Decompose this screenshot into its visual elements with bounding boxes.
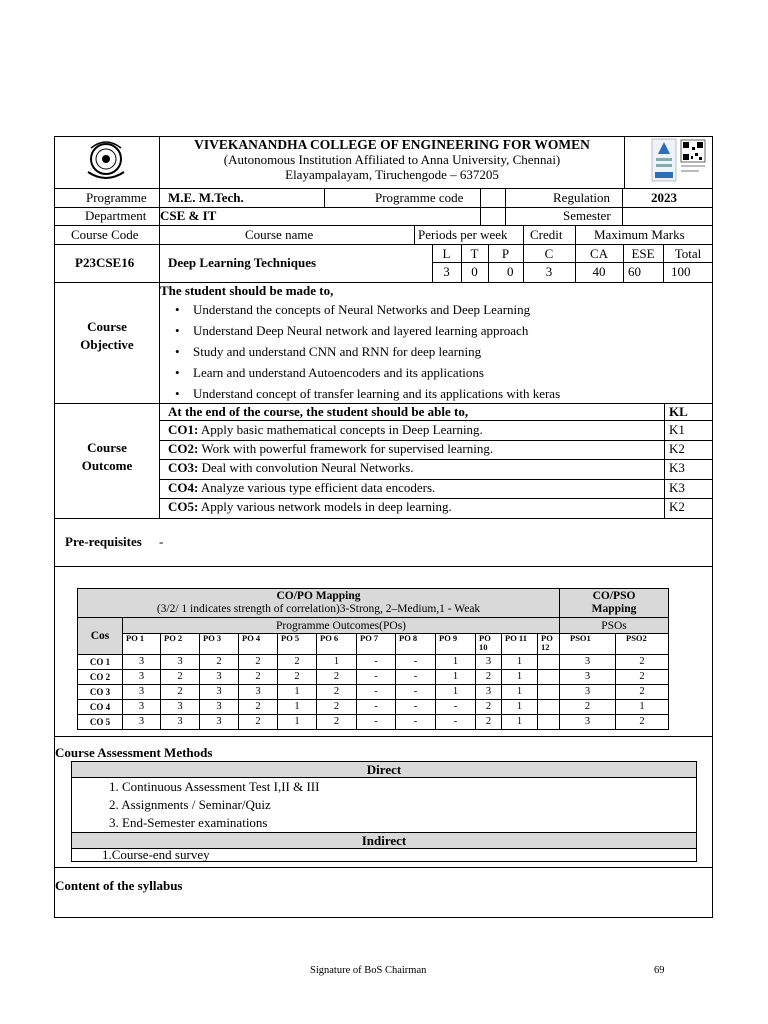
programme-value: M.E. M.Tech. [168,190,244,205]
po-header: PO 8 [396,634,436,655]
po-value: 3 [161,700,200,715]
po-value [538,715,560,730]
table-row [78,655,669,670]
pso-header: PSO1 [560,634,616,655]
po-value: 1 [278,685,317,700]
po-value: 1 [436,655,476,670]
po-value: 3 [200,715,239,730]
pso-value: 3 [560,715,616,730]
mapping-title: CO/PO Mapping [276,590,361,602]
rule [54,282,713,283]
objective-label-line2: Objective [80,337,134,352]
po-value: - [357,715,396,730]
rule [160,420,713,421]
rule [624,136,625,188]
course-code: P23CSE16 [75,255,135,270]
pso-group-header: PSOs [560,618,669,634]
po-value: 1 [502,670,538,685]
course-name-label: Course name [245,227,314,242]
po-value: 2 [476,700,502,715]
po-header: PO 4 [239,634,278,655]
po-value [538,670,560,685]
po-value: 3 [161,715,200,730]
po-value: 3 [161,655,200,670]
programme-code-label: Programme code [375,190,464,205]
po-value: - [357,685,396,700]
co-label: CO 3 [78,685,123,700]
outcome-item: CO3: Deal with convolution Neural Networks. [168,460,414,475]
regulation-value: 2023 [651,190,677,205]
co-label: CO 1 [78,655,123,670]
t-label: T [470,246,479,261]
pso-mapping-title: Mapping [591,603,637,615]
po-header: PO 2 [161,634,200,655]
rule [414,225,415,244]
po-value: 3 [200,670,239,685]
po-value: - [357,655,396,670]
department-label: Department [85,208,147,223]
po-value [538,685,560,700]
page-number: 69 [654,965,665,976]
po-value: 1 [502,715,538,730]
indirect-item: 1.Course-end survey [102,847,210,862]
department-value: CSE & IT [160,208,217,223]
rule [159,244,160,282]
rule [480,188,481,225]
pso-value: 3 [560,685,616,700]
rule [664,403,665,518]
co-po-mapping-table [77,588,669,730]
mapping-title-cell [78,589,560,618]
objective-intro: The student should be made to, [160,283,334,298]
t-value: 0 [471,264,478,279]
kl-header: KL [669,404,688,419]
po-value: 3 [123,715,161,730]
pso-value: 1 [616,700,669,715]
rule [505,188,506,225]
outcome-item: CO4: Analyze various type efficient data encoders. [168,480,436,495]
rule [432,262,713,263]
co-label: CO 4 [78,700,123,715]
college-seal-logo [82,138,130,184]
po-value: 2 [278,670,317,685]
po-header: PO 1 [123,634,161,655]
pso-value: 2 [616,655,669,670]
rule [54,207,713,208]
po-value: - [357,700,396,715]
po-value: 2 [239,670,278,685]
po-header: PO 5 [278,634,317,655]
rule [159,282,160,518]
periods-label: Periods per week [418,227,508,242]
rule [54,867,713,868]
po-value: - [357,670,396,685]
l-label: L [442,246,451,261]
outcome-item: CO1: Apply basic mathematical concepts in Deep Learning. [168,422,483,437]
c-label: C [544,246,554,261]
po-value: 2 [317,670,357,685]
outcome-item: CO5: Apply various network models in deep learning. [168,499,452,514]
c-value: 3 [545,264,553,279]
po-value: 2 [239,655,278,670]
po-value: 2 [317,700,357,715]
po-value: 3 [123,700,161,715]
outcome-label-line2: Outcome [81,458,133,473]
total-value: 100 [671,264,691,279]
po-value: 1 [278,715,317,730]
po-value: 2 [161,685,200,700]
p-value: 0 [507,264,514,279]
po-header: PO 7 [357,634,396,655]
po-header: PO 10 [476,634,502,655]
po-value: - [396,700,436,715]
rule [54,244,713,245]
certification-logo [651,138,707,184]
p-label: P [501,246,510,261]
po-value: 3 [123,655,161,670]
po-value: - [396,715,436,730]
table-row [78,700,669,715]
mapping-rows [78,655,669,730]
po-value: - [436,700,476,715]
college-affiliation: (Autonomous Institution Affiliated to Anna University, Chennai) [223,152,561,167]
objective-item: • Learn and understand Autoencoders and its applications [175,362,560,383]
po-value [538,655,560,670]
po-value: - [396,670,436,685]
pso-header: PSO2 [616,634,669,655]
total-label: Total [674,246,702,261]
rule [54,566,713,567]
programme-label: Programme [86,190,147,205]
pso-value: 2 [616,715,669,730]
course-name: Deep Learning Techniques [168,255,317,270]
po-header: PO 11 [502,634,538,655]
co-label: CO 5 [78,715,123,730]
outcome-kl: K3 [669,460,685,475]
prereq-label: Pre-requisites [65,534,142,549]
signature-label: Signature of BoS Chairman [310,965,427,976]
po-value: 3 [200,685,239,700]
pso-value: 2 [560,700,616,715]
pso-mapping-title: CO/PSO [592,590,636,602]
rule [54,225,713,226]
outcome-kl: K1 [669,422,685,437]
po-value: 2 [239,700,278,715]
ca-label: CA [589,246,609,261]
direct-item: 2. Assignments / Seminar/Quiz [109,797,271,812]
po-value: 3 [476,655,502,670]
po-group-header: Programme Outcomes(POs) [123,618,560,634]
objective-item: • Understand Deep Neural network and layered learning approach [175,320,560,341]
pso-value: 3 [560,655,616,670]
pso-mapping-title-cell [560,589,669,618]
po-value: 2 [476,715,502,730]
rule [54,736,713,737]
college-address: Elayampalayam, Tiruchengode – 637205 [285,167,499,182]
cos-header: Cos [78,618,123,655]
course-code-label: Course Code [71,227,139,242]
po-value: 1 [502,700,538,715]
outcome-kl: K2 [669,499,685,514]
outcome-kl: K2 [669,441,685,456]
pso-value: 3 [560,670,616,685]
ca-value: 40 [592,264,606,279]
po-header: PO 9 [436,634,476,655]
po-value: 1 [436,670,476,685]
table-row [78,670,669,685]
prereq-value: - [159,534,164,549]
indirect-header: Indirect [72,832,696,849]
ese-label: ESE [631,246,655,261]
po-value: 2 [317,715,357,730]
college-name: VIVEKANANDHA COLLEGE OF ENGINEERING FOR WOMEN [194,137,590,152]
outcome-item: CO2: Work with powerful framework for supervised learning. [168,441,494,456]
outcome-label-line1: Course [87,440,127,455]
pso-value: 2 [616,670,669,685]
rule [159,225,160,244]
po-value: 1 [502,685,538,700]
mapping-subtitle: (3/2/ 1 indicates strength of correlation)3-Strong, 2–Medium,1 - Weak [156,603,481,615]
rule [54,518,713,519]
po-value: 3 [123,685,161,700]
po-value: 1 [436,685,476,700]
po-value: 3 [476,685,502,700]
po-value: 2 [239,715,278,730]
pso-value: 2 [616,685,669,700]
po-value: 2 [278,655,317,670]
objective-item: • Understand the concepts of Neural Networks and Deep Learning [175,299,560,320]
l-value: 3 [443,264,450,279]
table-row [78,715,669,730]
objective-item: • Understand concept of transfer learning and its applications with keras [175,383,560,404]
rule [622,188,623,225]
objective-list [175,299,560,404]
po-value: 2 [200,655,239,670]
outcome-kl: K3 [669,480,685,495]
po-value: 1 [502,655,538,670]
po-value: 3 [239,685,278,700]
po-value [538,700,560,715]
po-value: 1 [278,700,317,715]
po-value: - [396,685,436,700]
po-value: 2 [161,670,200,685]
po-header: PO 12 [538,634,560,655]
po-value: 1 [317,655,357,670]
assessment-title: Course Assessment Methods [55,745,213,760]
direct-item: 3. End-Semester examinations [109,815,268,830]
outcome-intro: At the end of the course, the student should be able to, [168,404,469,419]
semester-label: Semester [563,208,611,223]
ese-value: 60 [628,264,641,279]
po-header: PO 3 [200,634,239,655]
syllabus-title: Content of the syllabus [55,878,183,893]
po-value: 2 [317,685,357,700]
direct-header: Direct [72,762,696,778]
po-value: 3 [123,670,161,685]
po-value: 2 [476,670,502,685]
assessment-box [71,761,697,862]
table-row [78,685,669,700]
co-label: CO 2 [78,670,123,685]
objective-item: • Study and understand CNN and RNN for deep learning [175,341,560,362]
max-marks-label: Maximum Marks [594,227,685,242]
rule [324,188,325,207]
po-value: - [436,715,476,730]
direct-item: 1. Continuous Assessment Test I,II & III [109,779,320,794]
credit-label: Credit [530,227,563,242]
regulation-label: Regulation [553,190,611,205]
po-header: PO 6 [317,634,357,655]
objective-label-line1: Course [87,319,127,334]
rule [54,188,713,189]
po-value: 3 [200,700,239,715]
po-value: - [396,655,436,670]
